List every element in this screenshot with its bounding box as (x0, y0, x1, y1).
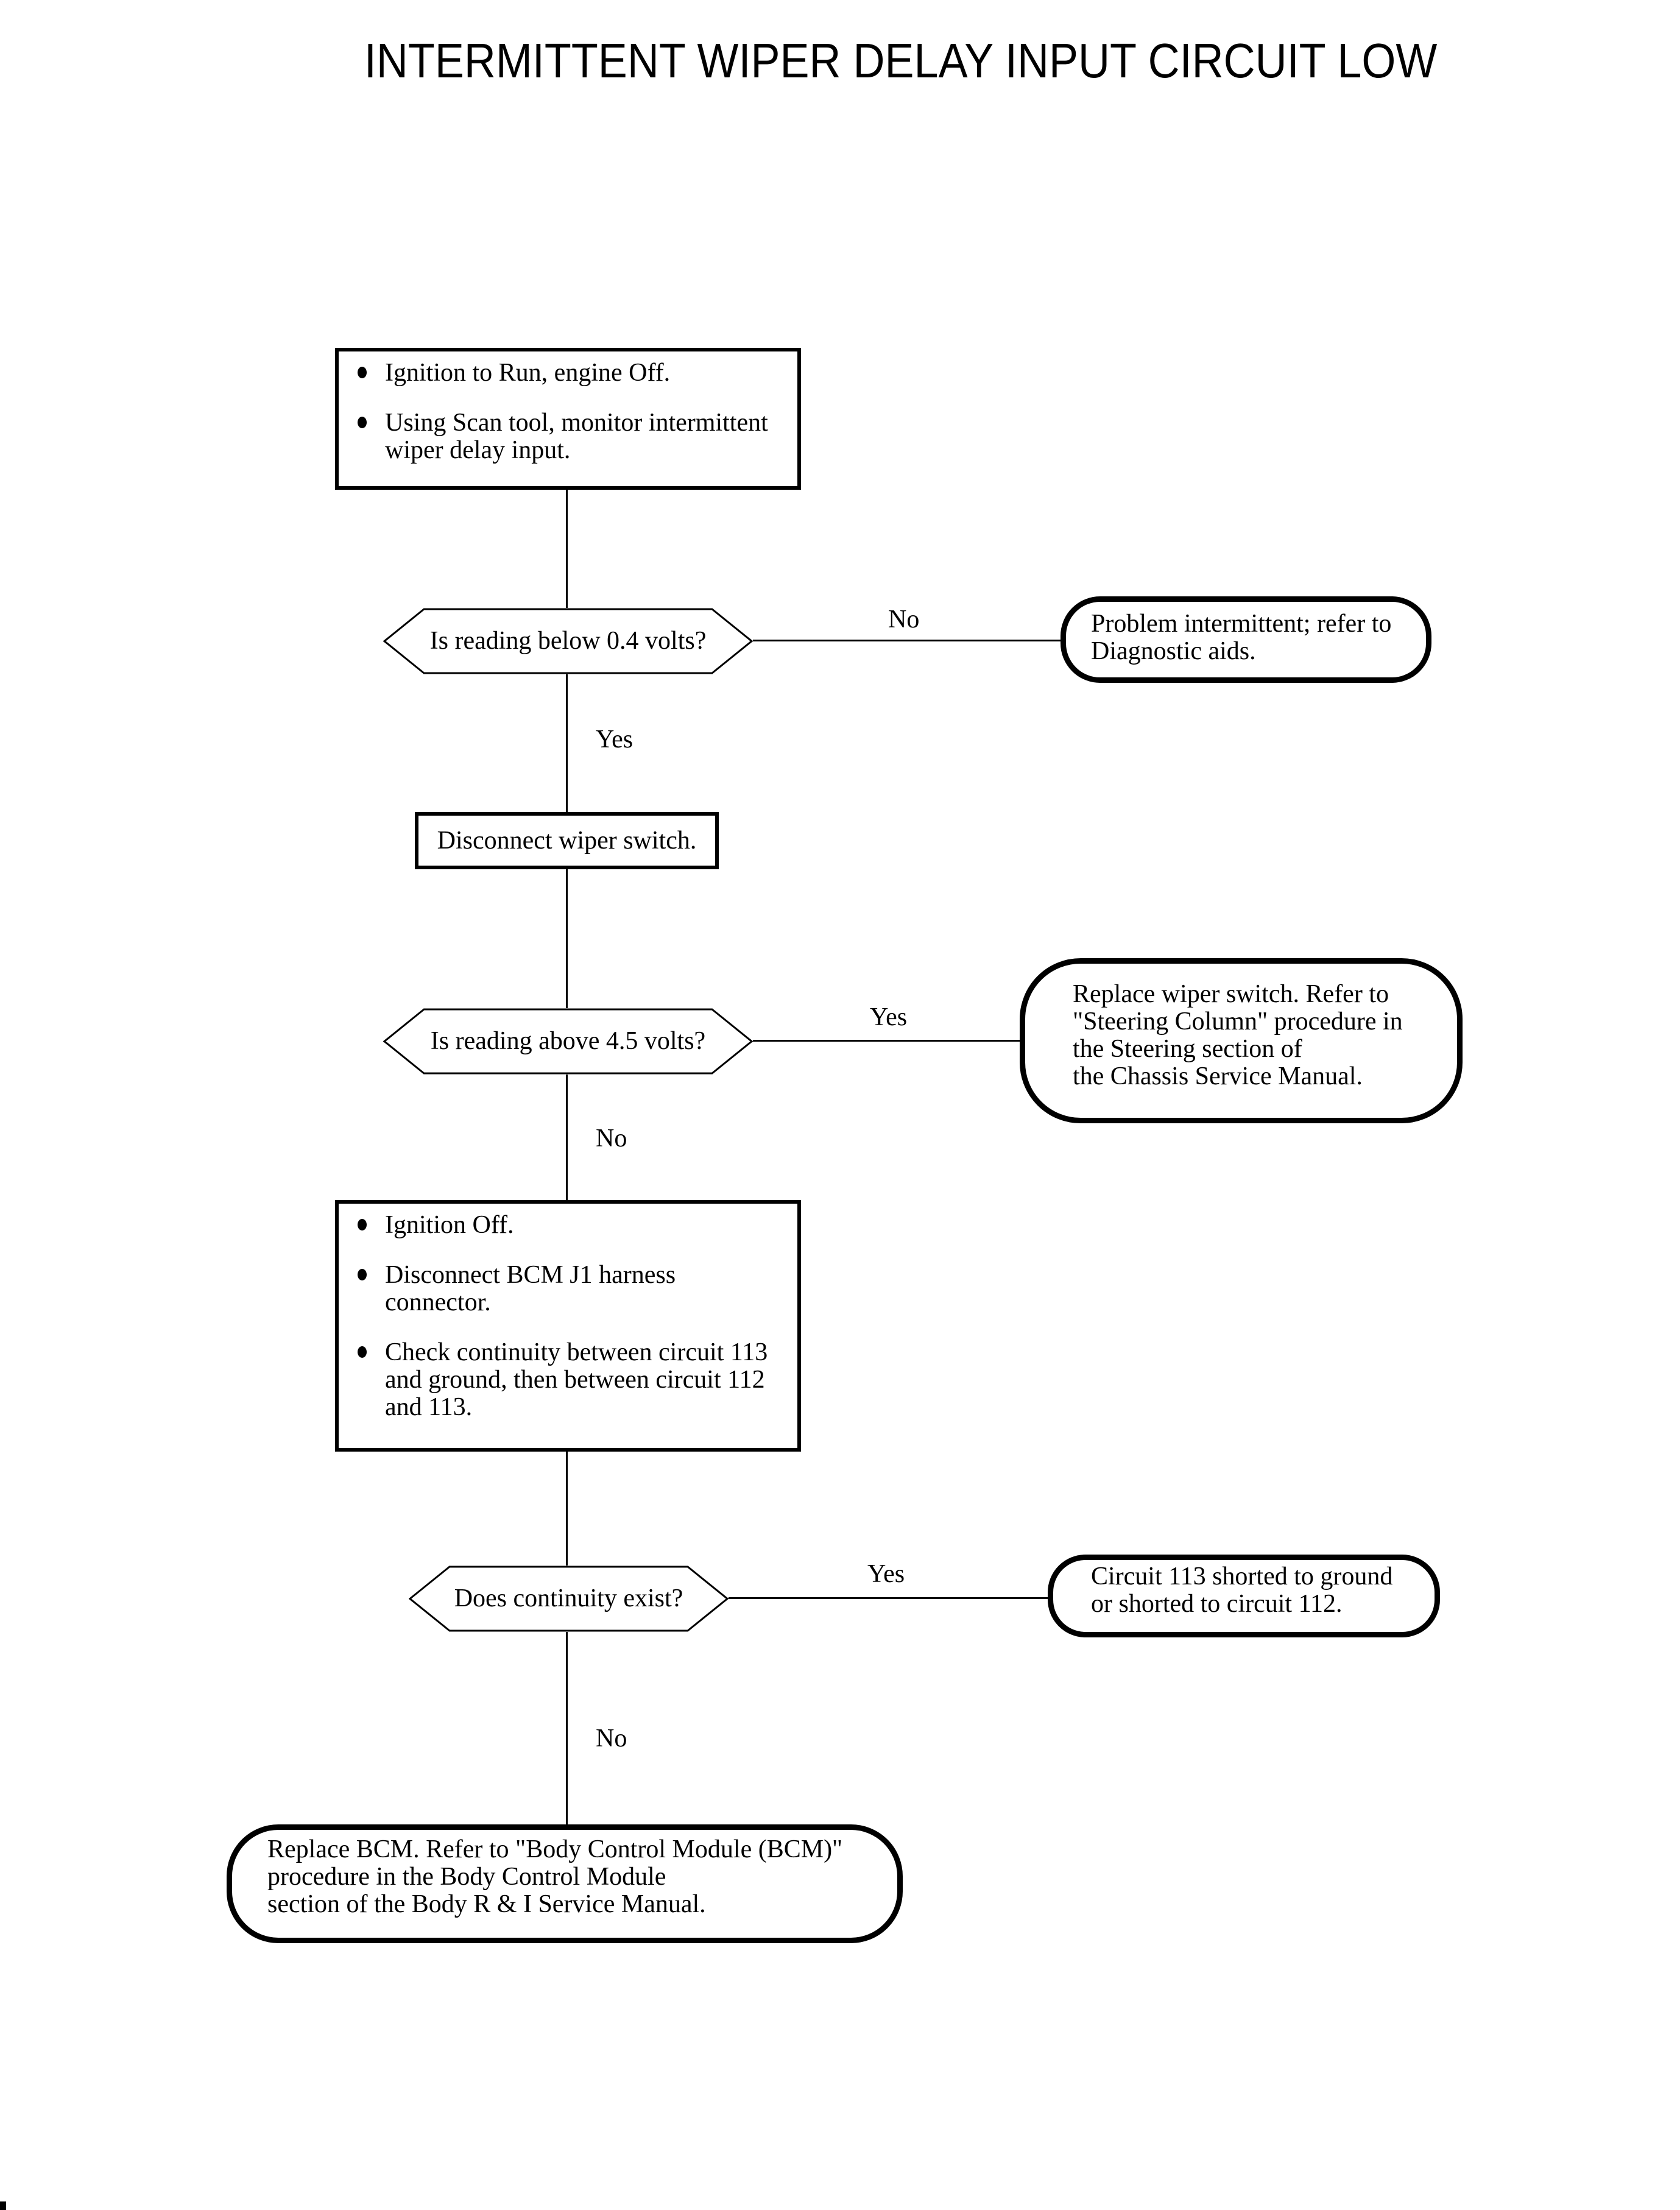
bullet-icon (358, 1346, 367, 1358)
page-title (336, 35, 1466, 90)
step-text: and ground, then between circuit 112 (385, 1366, 765, 1394)
step-box-continuity-check (335, 1200, 801, 1452)
terminal-text: section of the Body R & I Service Manual. (267, 1890, 706, 1918)
branch-label-yes: Yes (596, 725, 634, 754)
bullet-item (358, 1339, 797, 1421)
terminal-text: procedure in the Body Control Module (267, 1863, 666, 1891)
decision-continuity-exists (409, 1566, 729, 1632)
connector-line (566, 1632, 568, 1824)
connector-line (566, 490, 568, 608)
decision-text: Does continuity exist? (454, 1584, 683, 1612)
branch-label-no: No (596, 1725, 627, 1753)
connector-line (729, 1597, 1048, 1599)
step-text: Disconnect BCM J1 harness (385, 1261, 676, 1289)
bullet-item (358, 1212, 797, 1239)
connector-line (753, 1040, 1020, 1042)
terminal-text: "Steering Column" procedure in (1073, 1008, 1403, 1036)
bullet-icon (358, 417, 367, 428)
terminal-text: the Chassis Service Manual. (1073, 1062, 1363, 1090)
terminal-text: Circuit 113 shorted to ground (1091, 1562, 1393, 1590)
branch-label-yes: Yes (867, 1560, 905, 1588)
bullet-item (358, 409, 797, 464)
terminal-replace-bcm (227, 1824, 903, 1943)
terminal-problem-intermittent (1061, 596, 1431, 683)
connector-line (566, 674, 568, 812)
branch-label-no: No (596, 1124, 627, 1153)
decision-reading-below-04v (383, 608, 753, 674)
step-text: Disconnect wiper switch. (437, 826, 697, 855)
terminal-text: Replace wiper switch. Refer to (1073, 980, 1389, 1008)
terminal-text: or shorted to circuit 112. (1091, 1590, 1343, 1618)
step-box-initial-setup (335, 348, 801, 490)
terminal-text: Diagnostic aids. (1091, 637, 1256, 665)
connector-line (566, 1452, 568, 1566)
step-text: wiper delay input. (385, 436, 571, 464)
step-text: Ignition to Run, engine Off. (385, 359, 671, 387)
branch-label-no: No (888, 605, 920, 634)
scan-artifact-mark (0, 2201, 6, 2210)
step-text: Ignition Off. (385, 1211, 514, 1239)
connector-line (566, 869, 568, 1008)
bullet-icon (358, 1219, 367, 1230)
connector-line (753, 640, 1062, 641)
connector-line (566, 1075, 568, 1200)
branch-label-yes: Yes (870, 1003, 908, 1031)
step-text: and 113. (385, 1393, 473, 1421)
terminal-text: Replace BCM. Refer to "Body Control Module (BCM)" (267, 1835, 843, 1863)
terminal-text: the Steering section of (1073, 1035, 1302, 1063)
decision-text: Is reading below 0.4 volts? (429, 627, 707, 655)
terminal-text: Problem intermittent; refer to (1091, 610, 1392, 638)
bullet-item (358, 359, 797, 387)
page-title-text: INTERMITTENT WIPER DELAY INPUT CIRCUIT LOW (364, 34, 1438, 88)
step-text: Using Scan tool, monitor intermittent (385, 409, 768, 437)
terminal-replace-wiper-switch (1020, 958, 1463, 1123)
bullet-icon (358, 1269, 367, 1280)
step-text: connector. (385, 1288, 491, 1316)
step-box-disconnect-wiper-switch (415, 812, 719, 869)
decision-text: Is reading above 4.5 volts? (430, 1027, 706, 1055)
bullet-item (358, 1262, 797, 1316)
decision-reading-above-45v (383, 1008, 753, 1075)
step-text: Check continuity between circuit 113 (385, 1338, 768, 1366)
bullet-icon (358, 367, 367, 378)
terminal-circuit-shorted (1048, 1555, 1440, 1637)
